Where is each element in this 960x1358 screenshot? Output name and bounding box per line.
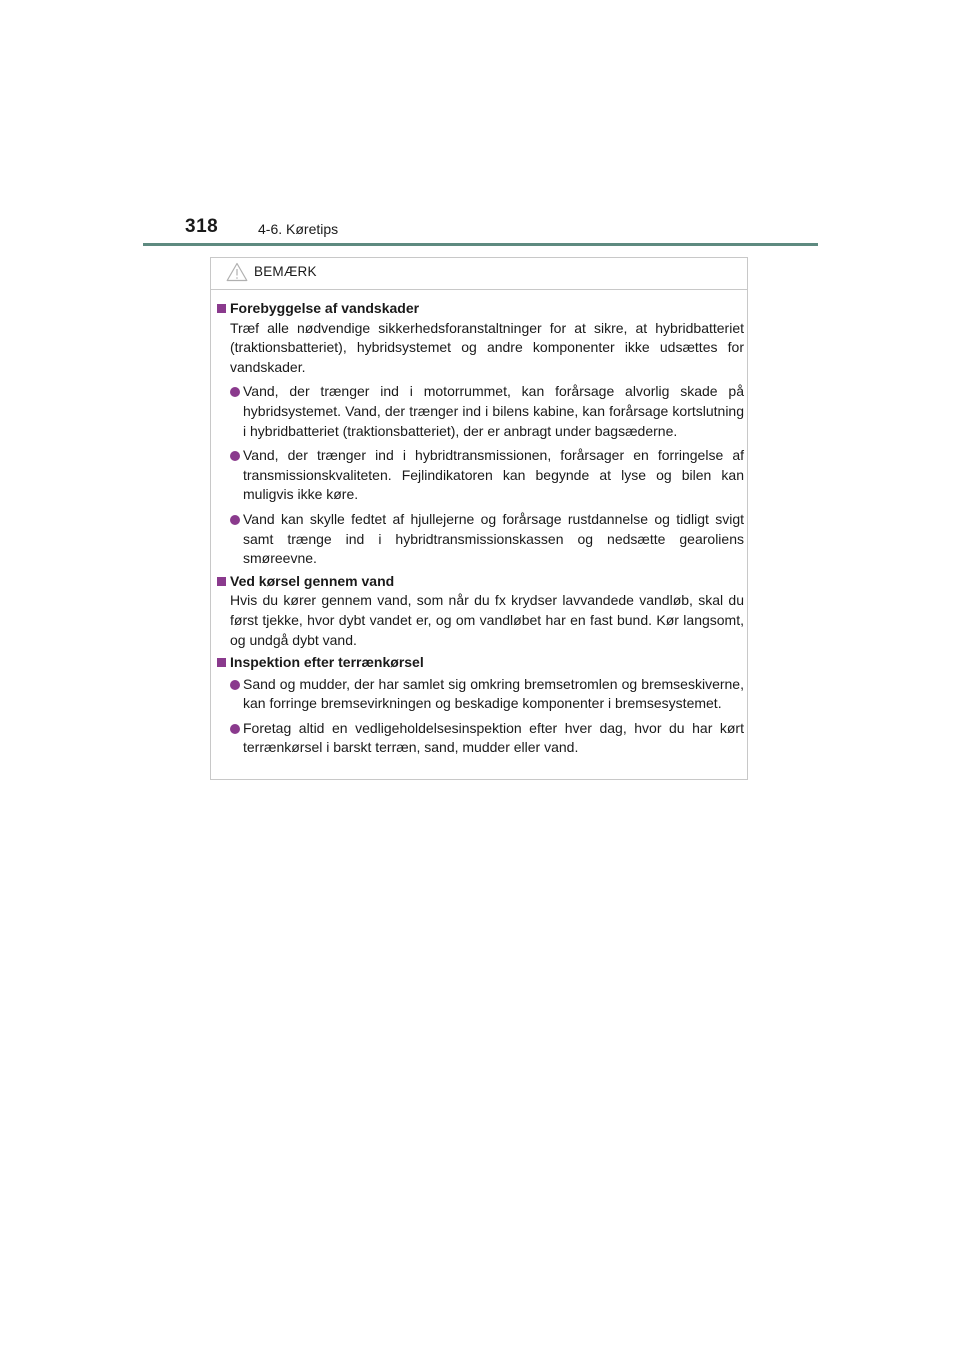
round-bullet-icon — [230, 515, 240, 525]
round-bullet-icon — [230, 724, 240, 734]
round-bullet-icon — [230, 451, 240, 461]
page-number: 318 — [185, 216, 219, 237]
round-bullet-icon — [230, 680, 240, 690]
bullet-list — [217, 675, 744, 758]
section-heading — [217, 572, 744, 592]
list-item — [230, 675, 744, 714]
page-header — [185, 216, 825, 246]
section-title-text: Forebyggelse af vandskader — [230, 300, 420, 316]
list-item — [230, 446, 744, 505]
section-paragraph: Hvis du kører gennem vand, som når du fx krydser lavvandede vandløb, skal du først tjekke, hvor dybt vandet er, og om vandløbet har en fast bund. Kør langsomt, og undgå dybt vand. — [230, 592, 744, 648]
list-item — [230, 719, 744, 758]
notice-header — [211, 258, 747, 290]
section-title-text: Inspektion efter terrænkørsel — [230, 654, 424, 671]
section-paragraph: Træf alle nødvendige sikkerhedsforanstaltninger for at sikre, at hybridbatteriet (traktionsbatteriet), hybridsystemet og andre komponenter ikke udsættes for vandskader. — [230, 319, 744, 375]
warning-triangle-icon — [226, 262, 248, 282]
bullet-text: Vand, der trænger ind i hybridtransmissionen, forårsager en forringelse af transmissionskvaliteten. Fejlindikatoren kan begynde at lyse og bilen kan muligvis ikke køre. — [243, 447, 744, 503]
header-rule — [143, 243, 818, 246]
section-heading — [217, 653, 744, 673]
bullet-text: Sand og mudder, der har samlet sig omkring bremsetromlen og bremseskiverne, kan forringe bremsevirkningen og beskadige komponenter i bremsesystemet. — [243, 675, 744, 712]
section-title-text: Ved kørsel gennem vand — [230, 572, 395, 589]
section-heading — [217, 299, 744, 319]
square-bullet-icon — [217, 304, 226, 313]
bullet-text: Foretag altid en vedligeholdelsesinspektion efter hver dag, hvor du har kørt terrænkørsel i barskt terræn, sand, mudder eller vand. — [243, 719, 744, 756]
section-driving-through-water — [217, 572, 744, 650]
notice-body — [217, 299, 744, 758]
round-bullet-icon — [230, 387, 240, 397]
section-water-damage — [217, 299, 744, 569]
square-bullet-icon — [217, 577, 226, 586]
notice-box — [210, 257, 748, 780]
bullet-list — [217, 382, 744, 568]
section-offroad-inspection — [217, 653, 744, 758]
section-title: 4-6. Køretips — [258, 221, 339, 237]
square-bullet-icon — [217, 658, 226, 667]
bullet-text: Vand, der trænger ind i motorrummet, kan forårsage alvorlig skade på hybridsystemet. Vand, der trænger ind i bilens kabine, kan forårsage kortslutning i hybridbatteriet (traktionsbatteriet), der er anbragt under bagsæderne. — [243, 383, 744, 439]
list-item — [230, 382, 744, 441]
bullet-text: Vand kan skylle fedtet af hjullejerne og forårsage rustdannelse og tidligt svigt samt trænge ind i hybridtransmissionskassen og nedsætte gearoliens smøreevne. — [243, 510, 744, 567]
notice-label: BEMÆRK — [254, 264, 317, 279]
list-item — [230, 510, 744, 569]
